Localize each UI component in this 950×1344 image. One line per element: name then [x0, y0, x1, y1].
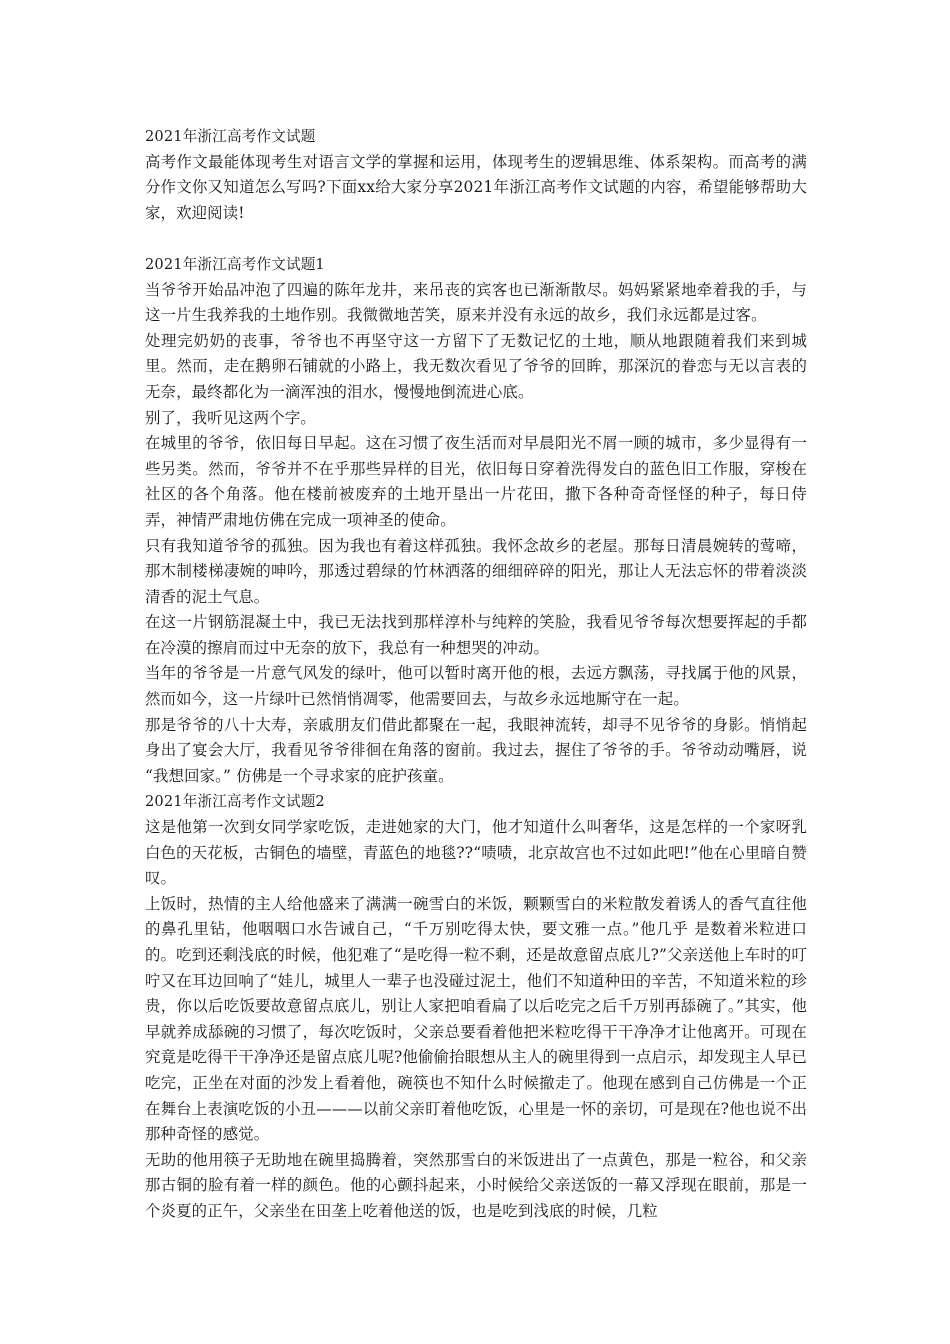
section-heading-2: 2021年浙江高考作文试题2 — [145, 793, 325, 811]
paragraph: 无助的他用筷子无助地在碗里捣腾着，突然那雪白的米饭进出了一点黄色，那是一粒谷，和父亲那古铜的脸有着一样的颜色。他的心颤抖起来，小时候给父亲送饭的一幕又浮现在眼前，那是一个炎夏的正午，父亲坐在田垄上吃着他送的饭，也是吃到浅底的时候，几粒 — [145, 1150, 807, 1220]
paragraph: 只有我知道爷爷的孤独。因为我也有着这样孤独。我怀念故乡的老屋。那每日清晨婉转的莺啼，那木制楼梯凄婉的呻吟，那透过碧绿的竹林洒落的细细碎碎的阳光，那让人无法忘怀的带着淡淡清香的泥土气息。 — [145, 536, 807, 606]
paragraph: 这是他第一次到女同学家吃饭，走进她家的大门，他才知道什么叫奢华，这是怎样的一个家呀乳白色的天花板，古铜色的墙壁，青蓝色的地毯??“啧啧，北京故宫也不过如此吧!”他在心里暗自赞叹。 — [145, 818, 807, 888]
paragraph: 当年的爷爷是一片意气风发的绿叶，他可以暂时离开他的根，去远方飘荡，寻找属于他的风景，然而如今，这一片绿叶已然悄悄凋零，他需要回去，与故乡永远地厮守在一起。 — [145, 664, 807, 709]
paragraph: 在城里的爷爷，依旧每日早起。这在习惯了夜生活而对早晨阳光不屑一顾的城市，多少显得有一些另类。然而，爷爷并不在乎那些异样的目光，依旧每日穿着洗得发白的蓝色旧工作服，穿梭在社区的各个角落。他在楼前被废弃的土地开垦出一片花田，撒下各种奇奇怪怪的种子，每日侍弄，神情严肃地仿佛在完成一项神圣的使命。 — [145, 434, 807, 529]
paragraph: 那是爷爷的八十大寿，亲戚朋友们借此都聚在一起，我眼神流转，却寻不见爷爷的身影。悄悄起身出了宴会大厅，我看见爷爷徘徊在角落的窗前。我过去，握住了爷爷的手。爷爷动动嘴唇，说 “我想回家。” 仿佛是一个寻求家的庇护孩童。 — [145, 715, 807, 785]
paragraph: 当爷爷开始品冲泡了四遍的陈年龙井，来吊丧的宾客也已渐渐散尽。妈妈紧紧地牵着我的手，与这一片生我养我的土地作别。我微微地苦笑，原来并没有永远的故乡，我们永远都是过客。 — [145, 280, 807, 325]
paragraph: 别了，我听见这两个字。 — [145, 408, 316, 427]
section-heading-1: 2021年浙江高考作文试题1 — [145, 255, 325, 273]
blank-line — [145, 226, 807, 252]
document-title: 2021年浙江高考作文试题 — [145, 128, 316, 145]
intro-paragraph: 高考作文最能体现考生对语言文学的掌握和运用，体现考生的逻辑思维、体系架构。而高考的满分作文你又知道怎么写吗?下面xx给大家分享2021年浙江高考作文试题的内容，希望能够帮助大家，欢迎阅读! — [145, 152, 807, 222]
paragraph: 在这一片钢筋混凝土中，我已无法找到那样淳朴与纯粹的笑脸，我看见爷爷每次想要挥起的手都在冷漠的擦肩而过中无奈的放下，我总有一种想哭的冲动。 — [145, 613, 807, 657]
document-page — [145, 124, 807, 1225]
paragraph: 上饭时，热情的主人给他盛来了满满一碗雪白的米饭，颗颗雪白的米粒散发着诱人的香气直往他的鼻孔里钻，他咽咽口水告诫自己，“千万别吃得太快，要文雅一点。”他几乎 是数着米粒进口的。吃到还剩浅底的时候，他犯难了“是吃得一粒不剩，还是故意留点底儿?”父亲送他上车时的叮咛又在耳边回响了“娃儿，城里人一辈子也没碰过泥土，他们不知道种田的辛苦，不知道米粒的珍贵，你以后吃饭要故意留点底儿，别让人家把咱看扁了以后吃完之后千万别再舔碗了。”其实，他早就养成舔碗的习惯了，每次吃饭时，父亲总要看着他把米粒吃得干干净净才让他离开。可现在究竟是吃得干干净净还是留点底儿呢?他偷偷抬眼想从主人的碗里得到一点启示，却发现主人早已吃完，正坐在对面的沙发上看着他，碗筷也不知什么时候撤走了。他现在感到自己仿佛是一个正在舞台上表演吃饭的小丑———以前父亲盯着他吃饭，心里是一怀的亲切，可是现在?他也说不出那种奇怪的感觉。 — [145, 894, 807, 1144]
paragraph: 处理完奶奶的丧事，爷爷也不再坚守这一方留下了无数记忆的土地，顺从地跟随着我们来到城里。然而，走在鹅卵石铺就的小路上，我无数次看见了爷爷的回眸，那深沉的眷恋与无以言表的无奈，最终都化为一滴浑浊的泪水，慢慢地倒流进心底。 — [145, 331, 807, 401]
